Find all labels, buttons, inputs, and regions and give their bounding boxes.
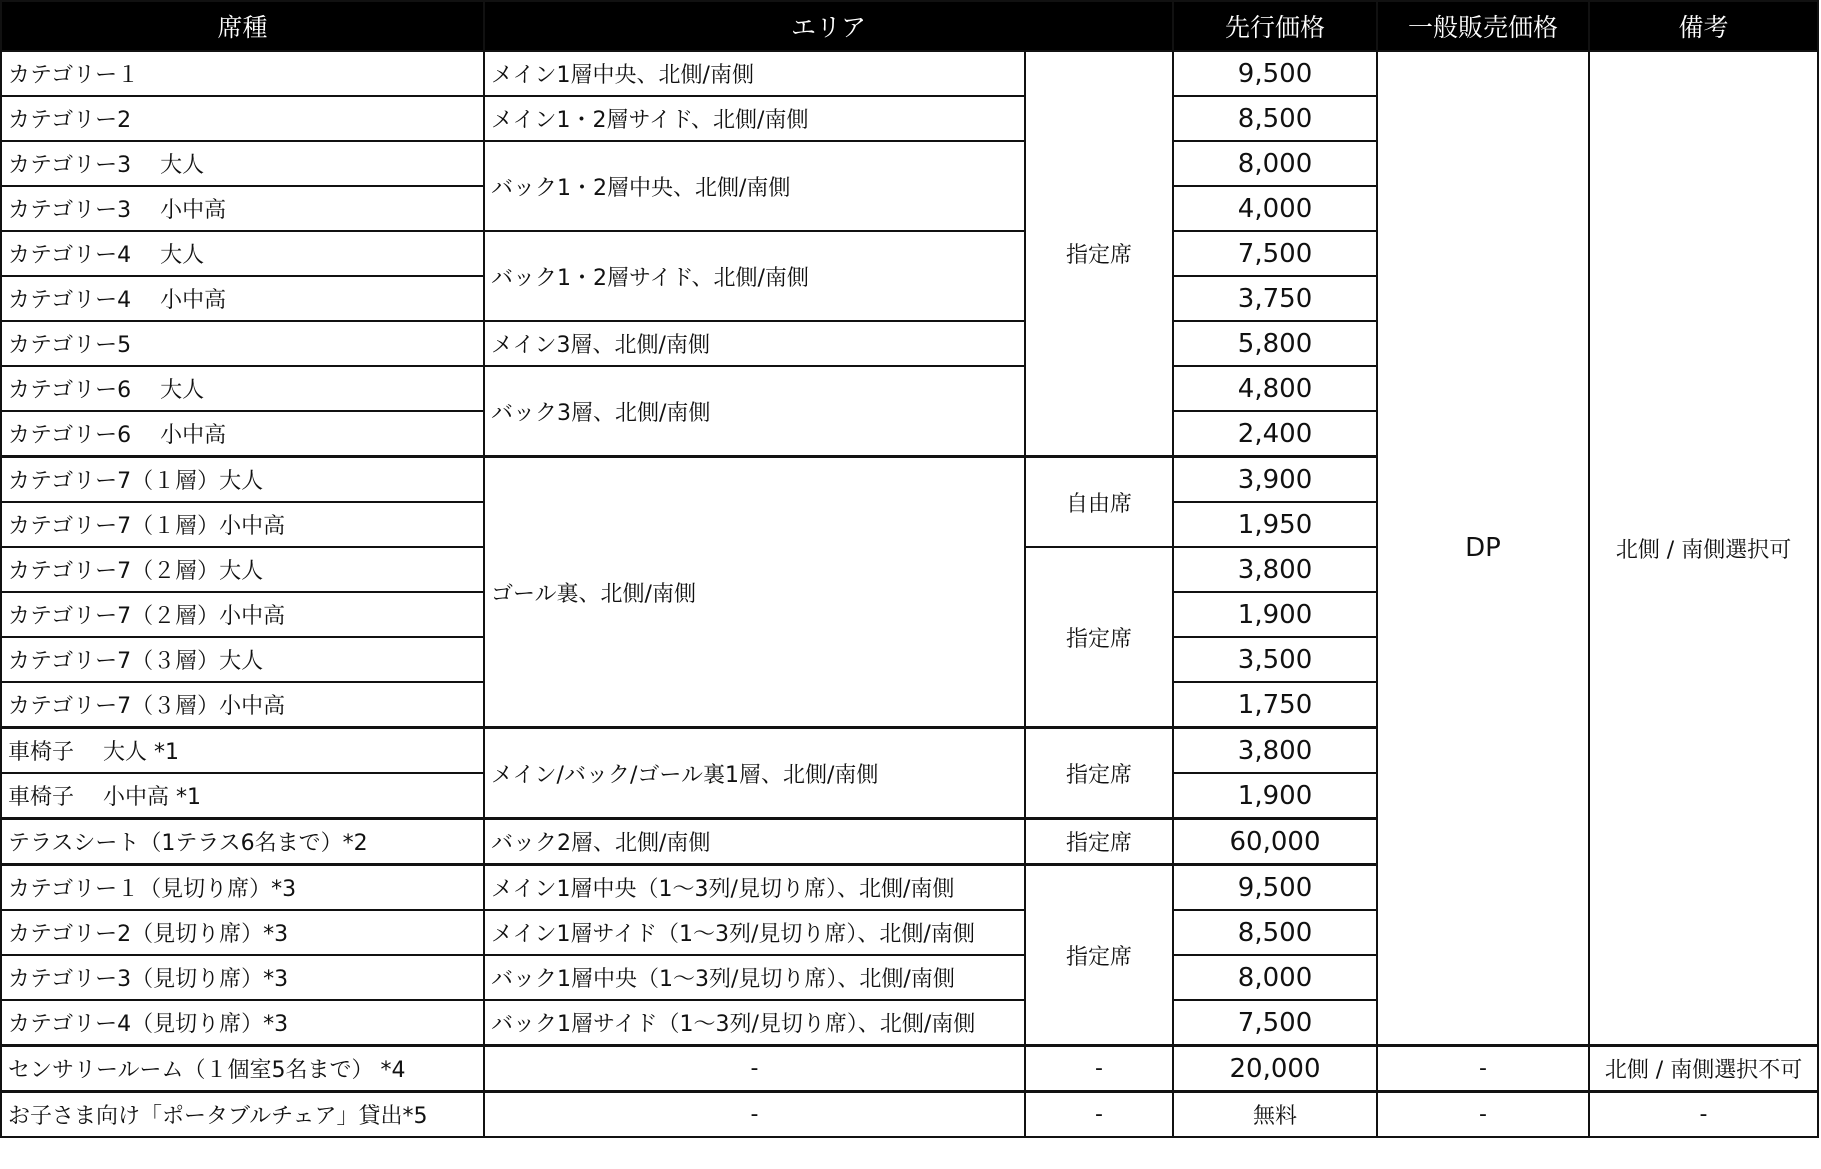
seat-cell: 車椅子 大人 *1 [1,728,484,774]
seat-type-cell: - [1025,1046,1173,1092]
seat-cell: カテゴリー4 大人 [1,231,484,276]
advance-price-cell: 無料 [1173,1092,1377,1138]
area-cell: バック1層サイド（1～3列/見切り席）、北側/南側 [484,1000,1025,1046]
area-cell: バック1・2層中央、北側/南側 [484,141,1025,231]
advance-price-cell: 5,800 [1173,321,1377,366]
seat-type-cell: 指定席 [1025,51,1173,457]
advance-price-cell: 2,400 [1173,411,1377,457]
advance-price-cell: 3,800 [1173,547,1377,592]
area-cell: メイン1層中央（1～3列/見切り席）、北側/南側 [484,865,1025,911]
seat-cell: カテゴリー１（見切り席）*3 [1,865,484,911]
area-cell: メイン1層中央、北側/南側 [484,51,1025,96]
notes-cell: - [1589,1092,1818,1138]
seat-cell: センサリールーム（１個室5名まで） *4 [1,1046,484,1092]
seat-cell: カテゴリー3 大人 [1,141,484,186]
advance-price-cell: 1,900 [1173,592,1377,637]
seat-cell: カテゴリー7（３層）小中高 [1,682,484,728]
advance-price-cell: 60,000 [1173,819,1377,865]
seat-cell: カテゴリー7（２層）小中高 [1,592,484,637]
general-price-cell: DP [1377,51,1589,1046]
table-row [1,51,1818,96]
advance-price-cell: 1,750 [1173,682,1377,728]
area-cell: バック1・2層サイド、北側/南側 [484,231,1025,321]
table-row [1,1046,1818,1092]
advance-price-cell: 8,500 [1173,910,1377,955]
seat-cell: カテゴリー5 [1,321,484,366]
seat-type-cell: 指定席 [1025,819,1173,865]
advance-price-cell: 3,900 [1173,457,1377,503]
advance-price-cell: 4,000 [1173,186,1377,231]
advance-price-cell: 7,500 [1173,1000,1377,1046]
header-general-price: 一般販売価格 [1377,1,1589,51]
advance-price-cell: 1,900 [1173,773,1377,819]
seat-cell: カテゴリー4 小中高 [1,276,484,321]
seat-cell: カテゴリー3 小中高 [1,186,484,231]
area-cell: メイン1・2層サイド、北側/南側 [484,96,1025,141]
header-advance-price: 先行価格 [1173,1,1377,51]
seat-type-cell: 指定席 [1025,728,1173,819]
notes-cell: 北側 / 南側選択可 [1589,51,1818,1046]
area-cell: - [484,1046,1025,1092]
advance-price-cell: 8,500 [1173,96,1377,141]
seat-cell: カテゴリー4（見切り席）*3 [1,1000,484,1046]
header-notes: 備考 [1589,1,1818,51]
advance-price-cell: 3,500 [1173,637,1377,682]
seat-cell: お子さま向け「ポータブルチェア」貸出*5 [1,1092,484,1138]
advance-price-cell: 20,000 [1173,1046,1377,1092]
area-cell: - [484,1092,1025,1138]
general-price-cell: - [1377,1046,1589,1092]
advance-price-cell: 9,500 [1173,51,1377,96]
seat-cell: カテゴリー3（見切り席）*3 [1,955,484,1000]
seat-cell: カテゴリー7（１層）小中高 [1,502,484,547]
area-cell: メイン3層、北側/南側 [484,321,1025,366]
seat-type-cell: 自由席 [1025,457,1173,548]
table-row [1,1092,1818,1138]
header-row [1,1,1818,51]
advance-price-cell: 1,950 [1173,502,1377,547]
general-price-cell: - [1377,1092,1589,1138]
seat-cell: 車椅子 小中高 *1 [1,773,484,819]
advance-price-cell: 3,800 [1173,728,1377,774]
seat-type-cell: 指定席 [1025,865,1173,1046]
seat-type-cell: - [1025,1092,1173,1138]
seat-type-cell: 指定席 [1025,547,1173,728]
area-cell: メイン/バック/ゴール裏1層、北側/南側 [484,728,1025,819]
area-cell: バック1層中央（1～3列/見切り席）、北側/南側 [484,955,1025,1000]
advance-price-cell: 4,800 [1173,366,1377,411]
notes-cell: 北側 / 南側選択不可 [1589,1046,1818,1092]
seat-cell: カテゴリー6 小中高 [1,411,484,457]
advance-price-cell: 7,500 [1173,231,1377,276]
seat-cell: カテゴリー7（１層）大人 [1,457,484,503]
area-cell: ゴール裏、北側/南側 [484,457,1025,728]
seat-cell: カテゴリー7（３層）大人 [1,637,484,682]
area-cell: バック3層、北側/南側 [484,366,1025,457]
seat-cell: カテゴリー2 [1,96,484,141]
area-cell: バック2層、北側/南側 [484,819,1025,865]
seat-cell: テラスシート（1テラス6名まで）*2 [1,819,484,865]
seat-cell: カテゴリー7（２層）大人 [1,547,484,592]
advance-price-cell: 8,000 [1173,141,1377,186]
header-seat-type: 席種 [1,1,484,51]
advance-price-cell: 8,000 [1173,955,1377,1000]
seat-cell: カテゴリー2（見切り席）*3 [1,910,484,955]
seat-cell: カテゴリー１ [1,51,484,96]
seat-cell: カテゴリー6 大人 [1,366,484,411]
area-cell: メイン1層サイド（1～3列/見切り席）、北側/南側 [484,910,1025,955]
header-area: エリア [484,1,1173,51]
advance-price-cell: 9,500 [1173,865,1377,911]
advance-price-cell: 3,750 [1173,276,1377,321]
